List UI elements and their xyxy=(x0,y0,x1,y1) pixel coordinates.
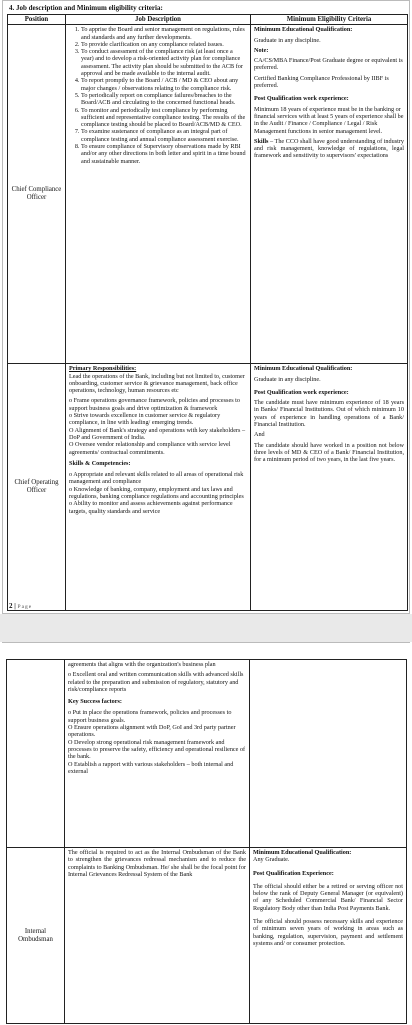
list-item: o Knowledge of banking, company, employment and tax laws and regulations, banking compliance regulations and accounting principles xyxy=(69,485,244,501)
table-row-coo-continued xyxy=(7,660,407,848)
skills-text xyxy=(254,138,404,160)
cco-eligibility xyxy=(251,25,408,364)
eligibility-table xyxy=(7,14,408,611)
list-item: o Ability to monitor and assess achievements against performance targets, quality standards and service xyxy=(69,500,233,515)
ombudsman-job-description: The official is required to act as the Internal Ombudsman of the Bank to strengthen the grievances redressal mechanism and to reduce the complaints to Banking Ombudsman. He/ she shall be the focal point for Internal Grievances Redressal System of the Bank xyxy=(65,848,250,1024)
document-page-2 xyxy=(2,642,410,1025)
position-ombudsman: Internal Ombudsman xyxy=(7,848,65,1024)
heading: Post Qualification work experience: xyxy=(254,95,349,103)
document-page-1 xyxy=(2,0,410,614)
position-cco: Chief Compliance Officer xyxy=(8,25,66,364)
text: CA/CS/MBA Finance/Post Graduate degree or equivalent is preferred. xyxy=(254,57,403,72)
header-job-description: Job Description xyxy=(66,15,251,25)
text: Any Graduate. xyxy=(253,856,290,864)
list-item: o Strive towards excellence in customer service & regulatory compliance, in line with leading/ emerging trends. xyxy=(69,412,221,427)
eligibility-empty xyxy=(250,660,407,848)
heading: Primary Responsibilities: xyxy=(69,365,137,373)
header-position: Position xyxy=(8,15,66,25)
list-item: O Alignment of Bank's strategy and operations with key stakeholders – DoP and Government of India. xyxy=(69,426,246,441)
text: The official should possess necessary skills and experience of minimum seven years of working in areas such as banking, regulation, supervision, payment and settlement systems and/ or consumer protection. xyxy=(253,918,403,947)
heading: Minimum Educational Qualification: xyxy=(254,365,353,373)
list-item: o Excellent oral and written communication skills with advanced skills related to the preparation and submission of regulatory, statutory and risk/compliance reports xyxy=(68,671,244,693)
table-row-coo xyxy=(8,364,408,611)
list-item: 1. To apprise the Board and senior management on regulations, rules and standards and any further developments. xyxy=(81,26,247,41)
list-item: 5. To periodically report on compliance failures/breaches to the Board/ACB and circulating to the concerned functional heads. xyxy=(81,92,247,107)
text: – The CCO shall have good understanding of industry and risk management, knowledge of regulations, legal framework and sensitivity to supervisors' expectations xyxy=(254,137,404,160)
heading: Minimum Educational Qualification: xyxy=(254,26,353,34)
eligibility-table-continued xyxy=(6,659,407,1024)
list-item: 2. To provide clarification on any compliance related issues. xyxy=(81,41,247,48)
list-item: O Develop strong operational risk management framework and processes to preserve the safety, efficiency and operational resilience of the bank. xyxy=(68,738,246,761)
cco-duties-list xyxy=(69,26,247,165)
list-item: 6. To monitor and periodically test compliance by performing sufficient and representative compliance testing. The results of the compliance testing should be placed to Board/ACB/MD & CEO. xyxy=(81,107,247,129)
list-item: 8. To ensure compliance of Supervisory observations made by RBI and/or any other directions in both letter and spirit in a time bound and sustainable manner. xyxy=(81,143,247,165)
cco-job-description xyxy=(66,25,251,364)
position-empty xyxy=(7,660,65,848)
text: Certified Banking Compliance Professional by IIBF is preferred. xyxy=(254,74,389,90)
list-item: 3. To conduct assessment of the compliance risk (at least once a year) and to develop a risk-oriented activity plan for compliance assessment. The activity plan should be submitted to the ACB for approval and be made available to the internal audit. xyxy=(81,48,247,77)
header-eligibility: Minimum Eligibility Criteria xyxy=(251,15,408,25)
text: The official should either be a retired or serving officer not below the rank of Deputy General Manager (or equivalent) of any Scheduled Commercial Bank/ Financial Sector Regulatory Body other than India Post Payments Bank. xyxy=(253,882,403,912)
list-item: O Establish a rapport with various stakeholders – both internal and external xyxy=(68,760,234,775)
list-item: o Put in place the operations framework, policies and processes to support business goals. xyxy=(68,709,232,724)
heading: Skills & Competencies: xyxy=(69,459,131,467)
text: agreements that aligns with the organization's business plan xyxy=(68,661,216,668)
section-title: 4. Job description and Minimum eligibility criteria: xyxy=(9,4,163,12)
page-gap xyxy=(0,614,412,642)
coo-job-description xyxy=(66,364,251,611)
heading: Key Success factors: xyxy=(68,698,122,706)
text: The candidate should have worked in a position not below three levels of MD & CEO of a Bank/ Financial Institution, for a minimum period of two years, in the last five years. xyxy=(254,441,404,464)
heading: Post Qualification Experience: xyxy=(253,869,334,877)
text: Lead the operations of the Bank, including but not limited to, customer onboarding, customer service & grievance management, back office operations, technology, human resources etc xyxy=(69,372,245,395)
text: And xyxy=(254,431,265,439)
heading: Post Qualification work experience: xyxy=(254,388,349,396)
heading: Minimum Educational Qualification: xyxy=(253,849,352,856)
list-item: 4. To report promptly to the Board / ACB / MD & CEO about any major changes / observations relating to the compliance risk. xyxy=(81,77,247,92)
position-coo: Chief Operating Officer xyxy=(8,364,66,611)
list-item: O Ensure operations alignment with DoP, GoI and 3rd party partner operations. xyxy=(68,724,236,739)
coo-eligibility xyxy=(251,364,408,611)
text: The candidate must have minimum experience of 18 years in Banks/ Financial Institutions. Out of which minimum 10 years of experience in handling operations of a Bank/ Financial Institution. xyxy=(254,399,404,429)
list-item: O Oversee vendor relationship and compliance with service level agreements/ contractual commitments. xyxy=(69,441,231,456)
table-row-ombudsman xyxy=(7,848,407,1024)
text: Minimum 18 years of experience must be in the banking or financial services with at least 5 years of experience shall be in the Audit / Finance / Compliance / Legal / Risk Management functions in senior management level. xyxy=(254,105,404,135)
table-row-cco xyxy=(8,25,408,364)
page-number: 2 xyxy=(9,602,13,610)
table-header-row xyxy=(8,15,408,25)
text: Graduate in any discipline. xyxy=(254,36,321,44)
list-item: o Appropriate and relevant skills related to all areas of operational risk management and compliance xyxy=(69,471,244,486)
text: Graduate in any discipline. xyxy=(254,375,321,383)
ombudsman-eligibility xyxy=(250,848,407,1024)
page-label: Page xyxy=(17,604,33,610)
list-item: o Frame operations governance framework, policies and processes to support business goals and drive optimization & framework xyxy=(69,397,240,412)
coo-job-description-continued xyxy=(65,660,250,848)
page-footer: 2 | Page xyxy=(9,602,33,610)
list-item: 7. To examine sustenance of compliance as an integral part of compliance testing and annual compliance assessment exercise. xyxy=(81,128,247,143)
note-heading: Note: xyxy=(254,46,269,54)
skills-label: Skills xyxy=(254,137,269,145)
